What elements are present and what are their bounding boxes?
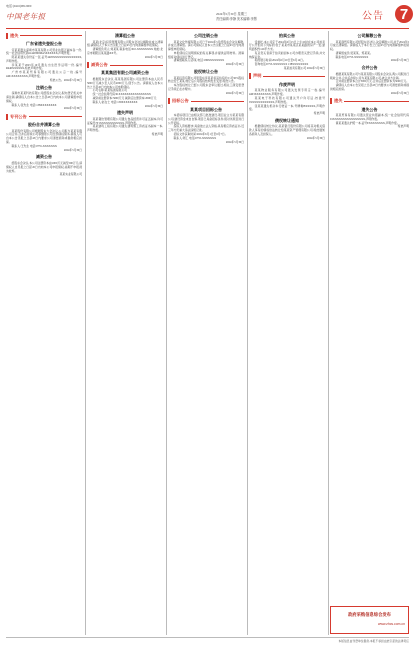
article-signature: 2024年5月30日 xyxy=(225,140,244,144)
article-paragraph: 清算组成员:吴某某、郑某某。 xyxy=(335,51,373,55)
section-header xyxy=(249,73,325,80)
section-marker xyxy=(168,98,170,104)
article-title: 公司注销公告 xyxy=(194,33,218,38)
masthead-meta xyxy=(216,12,366,21)
section-header xyxy=(6,113,82,120)
article-title: 广东省遗失登报公告 xyxy=(26,41,62,46)
masthead-rule xyxy=(6,28,409,29)
article-paragraph: 某某文化传媒有限公司已于2024年5月经股东会决议解散,并成立清算组。请公司债权人自本公告见报之日起45日内向清算组申报债权。 xyxy=(168,40,244,52)
article-paragraph: 某某贸易有限公司遗失营业执照副本,统一社会信用代码91XXXXXXXXXXXXXXXX,声明作废。 xyxy=(330,114,409,121)
article-paragraph: 减资前注册资本:5000万元 减资后注册资本:2000万元 xyxy=(92,96,157,100)
article-paragraph: 广州市某某贸易有限公司遗失公章一枚,编号4401XXXXXXXX,声明作废。 xyxy=(6,71,82,79)
masthead-contact-left: 电话:(0416)0812900 xyxy=(6,4,32,8)
article-paragraph: 联系人:张先生 电话:138XXXXXXXX xyxy=(11,103,57,107)
article-paragraph: 陈某某遗失身份证一张,证号4405XXXXXXXXXXXXXX,声明作废。 xyxy=(6,56,82,63)
article-paragraph: 根据股东会决议,某某集团有限公司注册资本由人民币5000万元减少至人民币2000万元,现予公告。请债权人自本公告之日起45日内向本公司申报债权。 xyxy=(87,77,163,89)
article-paragraph: 本招标项目已由相关部门批准建设,项目业主为某某有限公司,建设资金来自自筹,项目已具备招标条件,现对该项目进行公开招标。 xyxy=(168,114,244,125)
article-title: 注销公告 xyxy=(36,84,52,90)
section-marker xyxy=(87,62,89,68)
article-paragraph: 根据债权转让协议,某某银行股份有限公司将其对相关借款人享有的债权依法转让给某某资产管理有限公司,特此通知各债务人及担保人。 xyxy=(249,125,325,137)
article-paragraph: 本次股权转让已经公司股东会审议通过,相关工商变更登记手续正在办理中。 xyxy=(168,84,244,91)
article-signature: 2024年5月30日 xyxy=(306,136,325,140)
article-paragraph: 申报债权应说明债权的有关事项,并提供证明材料。清算组将对债权进行登记。 xyxy=(168,51,244,59)
article-title: 遗失声明 xyxy=(117,110,133,116)
masthead-contact-row xyxy=(6,4,409,8)
column-divider xyxy=(247,31,248,635)
article-signature: 2024年5月30日 xyxy=(63,107,82,111)
section-marker xyxy=(6,33,8,39)
article-signature: 2024年5月30日 xyxy=(390,59,409,63)
article-paragraph: 请债权人自本公告见报之日起45日内要求公司清偿债务或提供相应担保。 xyxy=(330,84,409,91)
article-paragraph: 某某物业服务有限公司遗失发票专用章一枚,编号4403XXXXXXXX,声明作废。 xyxy=(249,89,325,97)
article-title: 拍卖公告 xyxy=(279,33,295,38)
article-paragraph: 清算组联系人:孙某 电话:186XXXXXXXX xyxy=(173,59,225,63)
column-5 xyxy=(330,31,409,635)
section-rule xyxy=(20,35,82,36)
article-signature: 2024年5月30日 xyxy=(225,63,244,67)
article-signature: 2024年5月30日 xyxy=(144,104,163,108)
column-divider xyxy=(328,31,329,635)
section-label: 声明 xyxy=(253,73,262,79)
article-paragraph: 宋某某遗失深圳市某某有限公司营业执照正副本各一份,统一社会信用代码91440300MA5XXXXXX,声明作废。 xyxy=(6,48,82,56)
column-4 xyxy=(249,31,325,635)
notice-box-url[interactable]: www.zhcs.com.cn xyxy=(378,622,405,626)
section-rule xyxy=(110,65,163,66)
article-paragraph: 清算组负责人:刘某某 联系电话:010-XXXXXXXX 地址:北京市朝阳区某某路XX号。 xyxy=(87,48,163,55)
article-paragraph: 联系人:赵女士 电话:139XXXXXXXX xyxy=(92,100,138,104)
section-rule xyxy=(263,76,325,77)
section-label: 遗失 xyxy=(10,32,19,38)
article-paragraph: 有意竞买者请于拍卖前到本公司办理竞买登记手续,并交纳保证金。 xyxy=(249,51,325,59)
column-divider xyxy=(85,31,86,635)
article-paragraph: 某某投资有限公司原股东李某某将其持有的公司30%股权转让给王某某,转让后公司股权结构发生变更,特此公告。 xyxy=(168,76,244,84)
article-paragraph: 某某餐饮管理有限公司遗失食品经营许可证正副本,许可证编号JY1XXXXXXXXXXXX,声明作废。 xyxy=(87,117,163,125)
section-rule xyxy=(344,101,409,102)
article-title: 股权转让公告 xyxy=(194,69,218,75)
article-signature: 某某拍卖有限公司 2024年5月30日 xyxy=(283,67,325,71)
article-title: 股份合并清算公告 xyxy=(28,122,60,128)
section-header xyxy=(6,32,82,39)
masthead xyxy=(6,4,409,30)
article-title: 某某集团有限公司减资公告 xyxy=(101,70,149,76)
masthead-editor: 责任编辑:李静 美术编辑:李慧 xyxy=(216,16,257,21)
column-3 xyxy=(168,31,244,635)
article-paragraph: 联系电话:0755-XXXXXXX xyxy=(335,55,369,59)
article-title: 公司解散公告 xyxy=(357,33,382,38)
article-title: 遗失公告 xyxy=(361,106,378,112)
article-signature: 特此公告。2024年5月30日 xyxy=(49,78,82,82)
section-marker xyxy=(6,114,8,120)
masthead-brand: 中国老年报 xyxy=(6,12,46,21)
section-marker xyxy=(330,98,332,104)
article-paragraph: 经股东会决议,本公司注册资本由1000万元减至500万元,请债权人自见报之日起45日内向本公司申报债权,逾期不申报视为放弃。 xyxy=(6,161,82,173)
article-paragraph: 黄某某遗失护照一本,证号EXXXXXXXX,声明作废。 xyxy=(335,121,400,125)
section-label: 减资公告 xyxy=(91,61,108,67)
section-header xyxy=(330,98,409,105)
article-signature: 2024年5月30日 xyxy=(63,148,82,152)
article-paragraph: 某某商贸有限公司经股东会决议,决定解散公司,并于2024年5月成立清算组。请债权人于本公告之日起45日内向清算组申报债权。 xyxy=(330,40,409,52)
notice-box xyxy=(330,606,409,634)
column-1 xyxy=(6,31,82,635)
article-title: 减资公告 xyxy=(36,154,52,160)
page-number-badge: 7 xyxy=(395,5,413,23)
article-title: 某某项目招标公告 xyxy=(190,106,222,112)
section-header xyxy=(87,61,163,68)
article-paragraph: 某某(北京)投资管理有限公司股东会决议解散并成立清算组,请债权人于本公告见报之日起45日内向清算组申报债权。 xyxy=(87,40,163,48)
section-label: 遗失 xyxy=(334,98,343,104)
article-title: 合并公告 xyxy=(361,65,378,71)
footer-rule xyxy=(6,637,409,638)
article-paragraph: 标的展示时间:2024年6月10日至6月14日。 xyxy=(254,59,306,63)
section-rule xyxy=(29,116,82,117)
article-paragraph: 根据某某有限公司与某某有限公司股东会决议,两公司拟进行吸收合并,合并后存续公司为某某有限公司,被合并方注销。 xyxy=(330,72,409,80)
article-paragraph: 合并前注册资本合计3000万元,合并后注册资本为3000万元。 xyxy=(335,80,409,84)
masthead-date: 2024年5月30日 星期三 xyxy=(216,12,248,16)
article-paragraph: 李某某于2023年10月遗失出生医学证明一份,编号R440XXXXXX,特此声明作废。 xyxy=(6,63,82,71)
article-paragraph: 张某某遗失机动车行驶证一本,号牌粤BXXXXX,声明作废。 xyxy=(249,104,325,112)
article-paragraph: 深圳市某某科技有限公司经股东会决议,拟向登记机关申请注销,请债权人自本公告之日起45日内向本公司清算组申报债权。 xyxy=(6,92,82,103)
column-divider xyxy=(166,31,167,635)
article-paragraph: 受委托,本公司定于2024年6月15日上午10时在本公司拍卖厅公开拍卖下列标的:位于某某市某某区某某路的房产一处,建筑面积约120平方米。 xyxy=(249,40,325,52)
article-paragraph: 招标文件获取时间:2024年6月1日至6月7日。 xyxy=(173,133,228,137)
article-signature: 2024年5月30日 xyxy=(144,55,163,59)
article-title: 债权转让通知 xyxy=(275,117,299,123)
section-label: 专刊公告 xyxy=(10,113,27,119)
section-marker xyxy=(249,73,251,79)
article-signature: 特此声明 xyxy=(151,133,163,137)
notice-box-title: 政府采购信息综合发布 xyxy=(348,612,391,617)
article-paragraph: 某某建筑工程有限公司遗失建筑施工资质证书副本一本,声明作废。 xyxy=(87,125,163,133)
article-paragraph: 公司名称:某某集团有限公司 xyxy=(92,89,127,93)
article-signature: 特此声明 xyxy=(313,112,325,116)
article-title: 作废声明 xyxy=(279,81,295,87)
article-signature: 2024年5月30日 xyxy=(225,91,244,95)
column-2 xyxy=(87,31,163,635)
article-signature: 某某实业有限公司 xyxy=(59,173,82,177)
article-paragraph: 统一社会信用代码:91XXXXXXXXXXXXXXXX xyxy=(92,93,151,97)
article-paragraph: 某某股份有限公司根据股东大会决议,公司拟与某某有限公司合并,合并后存续公司承继原公司全部债权债务,债权人可自本公告见报之日起45日内要求公司清偿债务或提供相应担保。 xyxy=(6,129,82,145)
article-signature: 2024年5月30日 xyxy=(390,91,409,95)
section-label: 招标公告 xyxy=(172,98,189,104)
section-title: 公告 xyxy=(362,11,384,22)
article-paragraph: 投标人资格要求:具备独立法人资格,具有相应资质证书,近三年内无重大违法违规记录。 xyxy=(168,125,244,133)
section-rule xyxy=(191,101,244,102)
article-paragraph: 咨询电话:0755-XXXXXXX 138XXXXXXXX xyxy=(254,63,309,67)
article-paragraph: 联系人:周工 电话:0755-XXXXXXX xyxy=(173,136,217,140)
footer-note: 本版信息由刊登单位提供,本报不承担由此引起的法律责任 xyxy=(338,640,409,643)
section-header xyxy=(168,98,244,105)
article-title: 清算组公告 xyxy=(115,33,135,38)
article-signature: 特此声明 xyxy=(397,125,409,129)
article-paragraph: 联系人:王先生 电话:0755-XXXXXXX xyxy=(11,144,57,148)
article-paragraph: 某某电子科技有限公司遗失开户许可证,核准号JXXXXXXXXXXXX,声明作废。 xyxy=(249,96,325,104)
